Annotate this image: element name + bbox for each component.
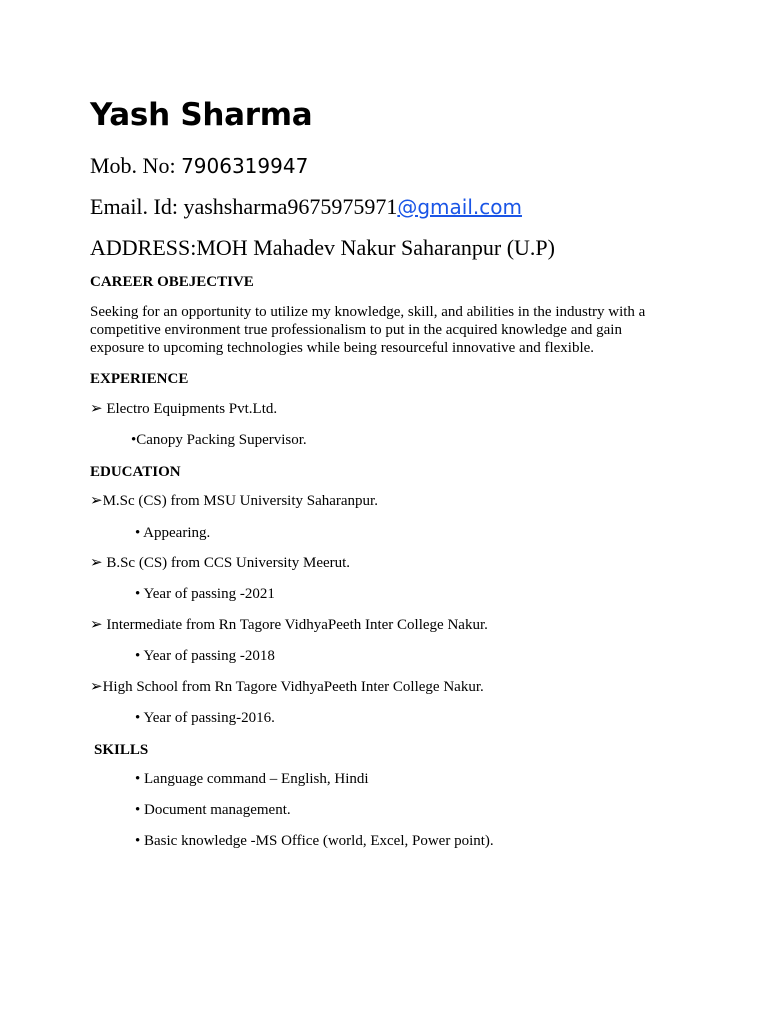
- email-link[interactable]: @gmail.com: [397, 195, 522, 219]
- education-item-title: ➢M.Sc (CS) from MSU University Saharanpur.: [90, 493, 378, 509]
- skill-item: • Document management.: [135, 802, 291, 818]
- skills-heading: SKILLS: [94, 742, 149, 758]
- mobile-label: Mob. No:: [90, 153, 182, 178]
- education-item-detail: • Appearing.: [135, 525, 211, 541]
- education-heading: EDUCATION: [90, 464, 181, 480]
- skill-item: • Basic knowledge -MS Office (world, Excel, Power point).: [135, 833, 494, 849]
- experience-company: ➢ Electro Equipments Pvt.Ltd.: [90, 401, 278, 417]
- education-item-detail: • Year of passing -2018: [135, 648, 275, 664]
- experience-heading: EXPERIENCE: [90, 371, 189, 387]
- mobile-line: [90, 152, 308, 180]
- education-item-title: ➢ Intermediate from Rn Tagore VidhyaPeeth Inter College Nakur.: [90, 617, 488, 633]
- education-item-detail: • Year of passing-2016.: [135, 710, 275, 726]
- candidate-name: Yash Sharma: [90, 97, 313, 133]
- education-item-detail: • Year of passing -2021: [135, 586, 275, 602]
- experience-role: •Canopy Packing Supervisor.: [131, 432, 307, 448]
- career-objective-heading: CAREER OBEJECTIVE: [90, 274, 254, 290]
- education-item-title: ➢ B.Sc (CS) from CCS University Meerut.: [90, 555, 351, 571]
- address-line: ADDRESS:MOH Mahadev Nakur Saharanpur (U.P): [90, 235, 555, 260]
- mobile-number: 7906319947: [181, 154, 309, 178]
- skill-item: • Language command – English, Hindi: [135, 771, 369, 787]
- email-text: Email. Id: yashsharma9675975971: [90, 194, 398, 219]
- email-line: [90, 193, 522, 221]
- education-item-title: ➢High School from Rn Tagore VidhyaPeeth Inter College Nakur.: [90, 679, 484, 695]
- career-objective-text: Seeking for an opportunity to utilize my knowledge, skill, and abilities in the industry with a competitive environment true professionalism to put in the acquired knowledge and gain exposure to upcoming technologies while being resourceful innovative and flexible.: [90, 304, 646, 356]
